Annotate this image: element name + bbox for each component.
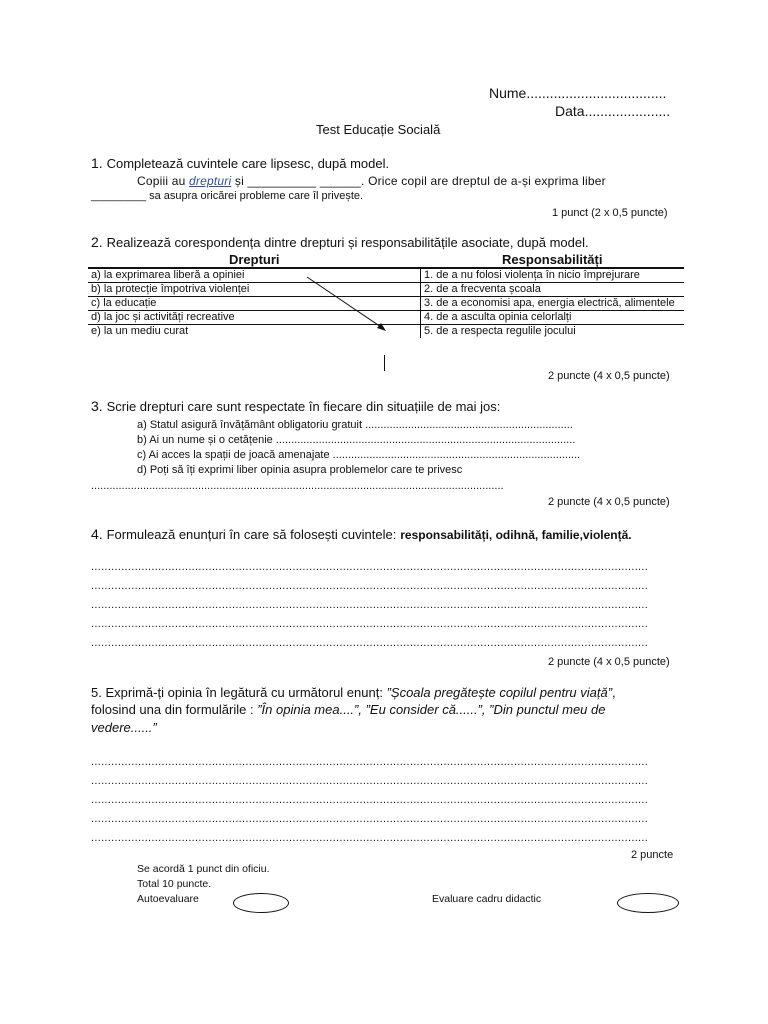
responsibility-cell: 2. de a frecventa școala <box>421 283 684 297</box>
q3-prompt <box>91 398 500 414</box>
q4-text: Formulează enunțuri în care să folosești cuvintele: <box>106 527 397 542</box>
q5-number: 5. <box>91 685 102 700</box>
q3-item-b: b) Ai un nume și o cetățenie .................................................................................................. <box>137 434 576 446</box>
q4-number: 4. <box>91 526 103 542</box>
page-title: Test Educație Socială <box>316 122 441 137</box>
q1-line1-start: Copiii au <box>137 174 186 188</box>
q1-sentence-line2: _________ sa asupra oricărei probleme care îl privește. <box>91 190 364 202</box>
q4-answer-line[interactable]: ...................................................................................................................................................................... <box>91 561 649 573</box>
q1-score: 1 punct (2 x 0,5 puncte) <box>552 207 668 219</box>
q5-answer-line[interactable]: ...................................................................................................................................................................... <box>91 813 649 825</box>
q1-prompt <box>91 155 389 171</box>
q5-prompt-line2 <box>91 702 605 717</box>
q4-answer-line[interactable]: ...................................................................................................................................................................... <box>91 618 649 630</box>
q3-item-d: d) Poți să îți exprimi liber opinia asupra problemelor care te privesc <box>137 464 463 476</box>
q5-comma: , <box>612 685 616 700</box>
responsibility-cell: 3. de a economisi apa, energia electrică, alimentele <box>421 297 684 311</box>
example-match-arrow <box>300 270 400 340</box>
q5-prompt-line3: vedere......” <box>91 720 157 735</box>
q4-answer-line[interactable]: ...................................................................................................................................................................... <box>91 599 649 611</box>
q5-quote: ”Școala pregătește copilul pentru viață” <box>386 685 613 700</box>
q5-formulas: ”În opinia mea....”, ”Eu consider că......”, ”Din punctul meu de <box>257 702 606 717</box>
q4-words: responsabilități, odihnă, familie,violență. <box>400 528 632 542</box>
right-cell: c) la educație <box>88 297 421 311</box>
q5-line2-text: folosind una din formulările : <box>91 702 254 717</box>
q4-score: 2 puncte (4 x 0,5 puncte) <box>548 656 670 668</box>
q1-number: 1. <box>91 155 103 171</box>
q5-prompt-line1 <box>91 685 616 700</box>
q5-answer-line[interactable]: ...................................................................................................................................................................... <box>91 794 649 806</box>
q1-line1-end: și __________ ______. Orice copil are dreptul de a-și exprima liber <box>234 174 606 188</box>
right-cell: a) la exprimarea liberă a opiniei <box>88 268 421 283</box>
self-evaluation-label: Autoevaluare <box>137 893 199 905</box>
q3-score: 2 puncte (4 x 0,5 puncte) <box>548 496 670 508</box>
q3-number: 3. <box>91 398 103 414</box>
right-cell: d) la joc și activități recreative <box>88 311 421 325</box>
q2-text: Realizează corespondența dintre drepturi și responsabilitățile asociate, după model. <box>106 235 589 250</box>
q5-score: 2 puncte <box>631 849 674 861</box>
table-header-row <box>88 252 684 268</box>
q5-text: Exprimă-ți opinia în legătură cu următorul enunț: <box>105 685 383 700</box>
q3-text: Scrie drepturi care sunt respectate în fiecare din situațiile de mai jos: <box>106 399 501 414</box>
q4-answer-line[interactable]: ...................................................................................................................................................................... <box>91 580 649 592</box>
right-cell: e) la un mediu curat <box>91 325 189 337</box>
responsibility-cell: 4. de a asculta opinia celorlalți <box>421 311 684 325</box>
q5-answer-line[interactable]: ...................................................................................................................................................................... <box>91 775 649 787</box>
q2-score: 2 puncte (4 x 0,5 puncte) <box>548 370 670 382</box>
q1-text: Completează cuvintele care lipsesc, după model. <box>106 156 390 171</box>
responsibility-cell: 1. de a nu folosi violența în nicio împrejurare <box>421 268 684 283</box>
q2-prompt <box>91 234 589 250</box>
table-divider-extension <box>384 355 385 371</box>
q1-example-link[interactable]: drepturi <box>189 174 232 188</box>
teacher-evaluation-oval[interactable] <box>617 893 679 913</box>
responsibility-cell: 5. de a respecta regulile jocului <box>421 325 684 339</box>
q3-item-a: a) Statul asigură învățământ obligatoriu gratuit .................................................................... <box>137 419 573 431</box>
self-evaluation-oval[interactable] <box>233 893 289 913</box>
total-points: Total 10 puncte. <box>137 878 212 890</box>
name-field-label: Nume.................................... <box>489 85 667 101</box>
date-field-label: Data...................... <box>555 103 671 119</box>
official-point-note: Se acordă 1 punct din oficiu. <box>137 863 270 875</box>
q5-answer-line[interactable]: ...................................................................................................................................................................... <box>91 832 649 844</box>
q3-answer-line: ....................................................................................................................................... <box>91 480 504 492</box>
q5-answer-line[interactable]: ...................................................................................................................................................................... <box>91 756 649 768</box>
col-header-responsibilities: Responsabilități <box>421 252 684 268</box>
q1-sentence-line1 <box>137 174 676 188</box>
teacher-evaluation-label: Evaluare cadru didactic <box>432 893 542 905</box>
q4-prompt <box>91 526 632 542</box>
q2-number: 2. <box>91 234 103 250</box>
q3-item-c: c) Ai acces la spații de joacă amenajate ................................................................................. <box>137 449 581 461</box>
q4-answer-line[interactable]: ...................................................................................................................................................................... <box>91 637 649 649</box>
right-cell: b) la protecție împotriva violenței <box>88 283 421 297</box>
col-header-rights: Drepturi <box>88 252 421 268</box>
